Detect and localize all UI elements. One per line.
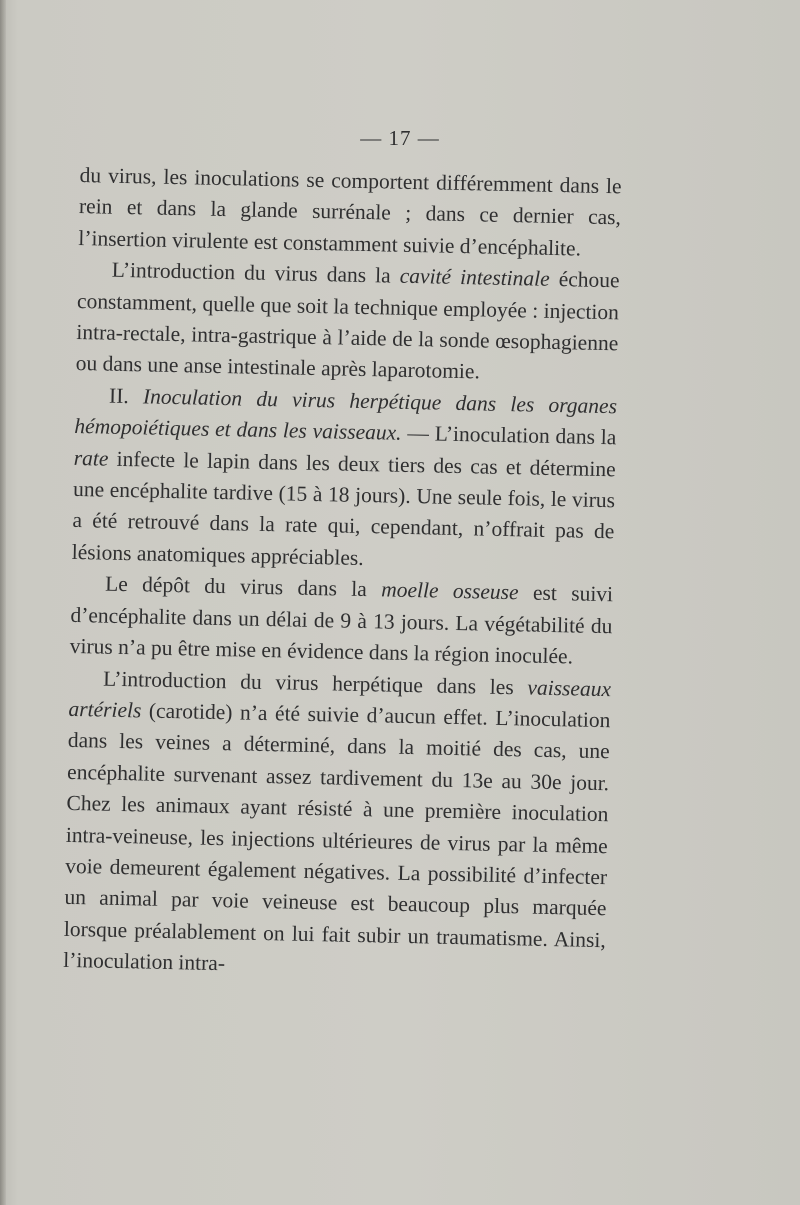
paragraph-3 <box>71 380 617 580</box>
text-segment: L’introduction du virus dans la <box>111 257 401 288</box>
body-text <box>63 160 622 988</box>
italic-term-cavite-intestinale: cavité intestinale <box>399 263 550 292</box>
text-segment: — L’inoculation dans la <box>401 421 617 450</box>
text-segment: Le dépôt du virus dans la <box>104 571 382 602</box>
page-edge-shadow <box>0 0 6 1205</box>
paragraph-1 <box>78 160 622 266</box>
italic-term-vaisseaux-arteriels: vaisseaux artériels <box>68 674 612 723</box>
text-segment: du virus, les inoculations se comportent différemment dans le rein et dans la glande surrénale ; dans ce dernier cas, l’insertion virulente est constamment suivie d’encéphalite. <box>78 162 622 261</box>
section-number: II. <box>108 383 144 409</box>
text-segment: (carotide) n’a été suivie d’aucun effet. L’inoculation dans les veines a déterminé, dans la moitié des cas, une encéphalite survenant assez tardivement du 13e au 30e jour. Chez les animaux ayant résisté à une première inoculation intra-veineuse, les injections ultérieures de virus par la même voie demeurent également négatives. La possibilité d’infecter un animal par voie veineuse est beaucoup plus marquée lorsque préalablement on lui fait subir un traumatisme. Ainsi, l’inoculation intra- <box>62 698 611 976</box>
text-segment: échoue constamment, quelle que soit la technique employée : injection intra-rectale, intra-gastrique à l’aide de la sonde œsophagienne ou dans une anse intestinale après laparotomie. <box>75 267 620 384</box>
page-number: — 17 — <box>360 126 440 150</box>
italic-term-rate: rate <box>73 445 109 471</box>
text-segment: infecte le lapin dans les deux tiers des cas et détermine une encéphalite tardive (15 à 18 jours). Une seule fois, le virus a été retrouvé dans la rate qui, cependant, n’offrait pas de lésions anatomiques appréciables. <box>71 446 616 570</box>
text-segment: est suivi d’encéphalite dans un délai de 9 à 13 jours. La végétabilité du virus n’a pu être mise en évidence dans la région inoculée. <box>69 580 614 669</box>
section-heading: Inoculation du virus herpétique dans les organes hémopoiétiques et dans les vaisseaux. <box>74 384 618 446</box>
paragraph-5 <box>63 662 611 987</box>
paragraph-4 <box>69 568 613 674</box>
text-segment: L’introduction du virus herpétique dans les <box>102 666 528 699</box>
italic-term-moelle-osseuse: moelle osseuse <box>380 577 519 605</box>
paragraph-2 <box>75 254 620 391</box>
